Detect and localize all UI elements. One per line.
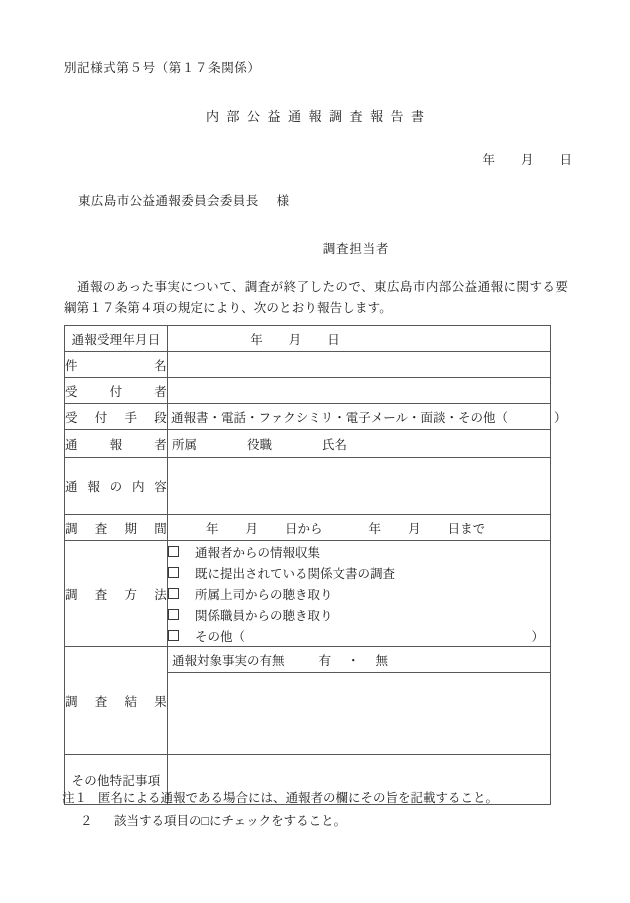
- checkbox-row-method-4[interactable]: [168, 604, 550, 625]
- checkbox-row-method-2[interactable]: [168, 562, 550, 583]
- table-row-period: [65, 515, 551, 541]
- note-item-2: [62, 810, 582, 833]
- checkbox-label: その他（: [195, 629, 246, 644]
- receipt-day-label: 日: [327, 332, 340, 347]
- page-title: 内部公益通報調査報告書: [205, 109, 432, 124]
- table-row-receipt-date: [65, 326, 551, 352]
- label-content: 通報の内容: [65, 458, 168, 515]
- checkbox-row-method-5[interactable]: [168, 625, 550, 646]
- result-fact-label: 通報対象事実の有無: [172, 653, 285, 668]
- checkbox-label: 所属上司からの聴き取り: [195, 587, 333, 602]
- period-from-month: 月: [245, 521, 259, 536]
- label-subject: 件名: [65, 352, 168, 378]
- means-close-paren: ）: [554, 410, 567, 425]
- notes-section: [62, 787, 582, 833]
- label-result: 調査結果: [65, 647, 168, 755]
- date-year-label: 年: [482, 153, 495, 167]
- note-number: 注１: [62, 791, 88, 805]
- period-to-year: 年: [368, 521, 382, 536]
- checkbox-other-close-paren: ）: [531, 629, 544, 644]
- field-period[interactable]: [168, 515, 551, 541]
- checkbox-icon[interactable]: [168, 630, 179, 641]
- note-text: 該当する項目の□にチェックをすること。: [114, 814, 347, 828]
- checkbox-icon[interactable]: [168, 567, 179, 578]
- result-option-yes[interactable]: 有: [318, 653, 332, 668]
- addressee-honorific: 様: [276, 194, 290, 208]
- period-to-day: 日まで: [447, 521, 486, 536]
- receipt-year-label: 年: [250, 332, 263, 347]
- field-reporter[interactable]: [168, 430, 551, 458]
- table-row-means: [65, 404, 551, 430]
- addressee: [78, 191, 290, 209]
- checkbox-row-method-3[interactable]: [168, 583, 550, 604]
- note-number: ２: [80, 814, 93, 828]
- note-text: 匿名による通報である場合には、通報者の欄にその旨を記載すること。: [98, 791, 499, 805]
- checkbox-icon[interactable]: [168, 588, 179, 599]
- checkbox-icon[interactable]: [168, 546, 179, 557]
- field-means[interactable]: [168, 404, 567, 430]
- addressee-name: 東広島市公益通報委員会委員長: [78, 194, 259, 208]
- investigator-label: 調査担当者: [322, 242, 390, 256]
- label-method: 調査方法: [65, 541, 168, 647]
- means-options: 通報書・電話・ファクシミリ・電子メール・面談・その他（: [171, 410, 509, 425]
- label-receiver: 受付者: [65, 378, 168, 404]
- checkbox-label: 関係職員からの聴き取り: [195, 608, 333, 623]
- checkbox-label: 既に提出されている関係文書の調査: [195, 566, 396, 581]
- field-receipt-date[interactable]: [168, 326, 551, 352]
- field-method-checklist: [168, 541, 551, 647]
- label-remarks: その他特記事項: [65, 755, 168, 805]
- reporter-position-label: 役職: [247, 437, 273, 452]
- report-form-table: [64, 325, 567, 805]
- field-content[interactable]: [168, 458, 551, 515]
- table-row-receiver: [65, 378, 551, 404]
- result-option-separator: ・: [347, 653, 360, 668]
- table-row-content: [65, 458, 551, 515]
- date-day-label: 日: [559, 153, 572, 167]
- checkbox-icon[interactable]: [168, 609, 179, 620]
- period-from-day: 日から: [285, 521, 323, 536]
- label-reporter: 通報者: [65, 430, 168, 458]
- field-result-fact[interactable]: [168, 647, 551, 673]
- table-row-result-head: [65, 647, 551, 673]
- field-result-detail[interactable]: [168, 673, 551, 755]
- field-receiver[interactable]: [168, 378, 551, 404]
- date-month-label: 月: [520, 153, 534, 167]
- field-subject[interactable]: [168, 352, 551, 378]
- receipt-month-label: 月: [288, 332, 302, 347]
- checkbox-label: 通報者からの情報収集: [195, 545, 321, 560]
- reporter-affiliation-label: 所属: [172, 437, 198, 452]
- body-paragraph: 通報のあった事実について、調査が終了したので、東広島市内部公益通報に関する要綱第１７条第４項の規定により、次のとおり報告します。: [64, 280, 568, 315]
- table-row-reporter: [65, 430, 551, 458]
- label-means: 受付手段: [65, 404, 168, 430]
- table-row-method: [65, 541, 551, 647]
- period-to-month: 月: [408, 521, 421, 536]
- period-from-year: 年: [206, 521, 219, 536]
- result-option-no[interactable]: 無: [375, 653, 389, 668]
- date-line: [0, 150, 630, 168]
- reporter-name-label: 氏名: [322, 437, 348, 452]
- note-item-1: [62, 787, 582, 810]
- form-number: 別記様式第５号（第１７条関係）: [64, 61, 261, 75]
- label-receipt-date: 通報受理年月日: [65, 326, 168, 352]
- label-period: 調査期間: [65, 515, 168, 541]
- table-row-subject: [65, 352, 551, 378]
- checkbox-row-method-1[interactable]: [168, 541, 550, 562]
